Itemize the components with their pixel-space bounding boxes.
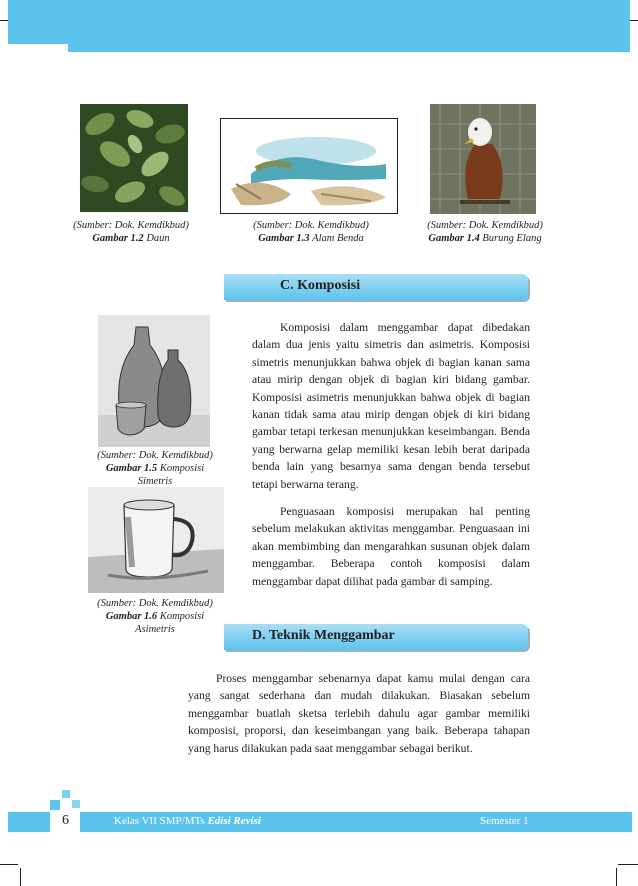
paragraph: Proses menggambar sebenarnya dapat kamu mulai dengan cara yang sangat sederhana dan mudah dilakukan. Biasakan sebelum menggambar buatlah sketsa terlebih dahulu agar gambar memiliki komposisi, proporsi, dan keseimbangan yang baik. Beberapa tahapan yang harus dilakukan pada saat menggambar sebagai berikut. [188,672,530,755]
figure-label: Gambar 1.4 [428,233,480,244]
section-heading: D. Teknik Menggambar [252,628,395,643]
footer-decoration [62,790,70,798]
figure-caption [90,597,220,636]
footer-decoration [8,812,50,832]
figure-source: (Sumber: Dok. Kemdikbud) [97,450,213,461]
footer-book-prefix: Kelas VII SMP/MTs [114,815,208,827]
figure-title: Komposisi Simetris [137,463,205,487]
crop-mark [0,864,18,865]
figure-title: Daun [146,233,170,244]
figure-caption [66,219,196,245]
footer-book-edition: Edisi Revisi [207,815,261,827]
section-heading-bar [224,624,528,650]
figure-source: (Sumber: Dok. Kemdikbud) [253,220,369,231]
figure-title: Burung Elang [482,233,542,244]
figure-title: Alam Benda [312,233,364,244]
figure-caption [236,219,386,245]
figure-label: Gambar 1.3 [258,233,310,244]
footer-decoration [50,800,60,810]
figure-title: Komposisi Asimetris [135,611,205,635]
figure-source: (Sumber: Dok. Kemdikbud) [427,220,543,231]
figure-label: Gambar 1.6 [105,611,158,622]
figure-label: Gambar 1.2 [92,233,144,244]
figure-caption [420,219,550,245]
figure-label: Gambar 1.5 [105,463,158,474]
figure-caption [90,449,220,488]
landscape-painting [220,118,398,214]
header-band [8,0,630,52]
footer-decoration [80,812,88,832]
page-number: 6 [62,813,69,828]
section-heading-bar [224,274,528,300]
figure-source: (Sumber: Dok. Kemdikbud) [73,220,189,231]
paragraph: Komposisi dalam menggambar dapat dibedakan dalam dua jenis yaitu simetris dan asimetris. Komposisi simetris menunjukkan bahwa objek di bagian kanan sama atau mirip dengan objek di bagian kiri bidang gambar. Komposisi asimetris menunjukkan bahwa objek di bagian kanan tidak sama atau mirip dengan objek di kiri bidang gambar tetapi terkesan menunjukkan keseimbangan. Benda yang berwarna gelap memiliki kesan lebih berat daripada benda lain yang besarnya sama dengan benda tersebut tetapi berwarna terang. [252,321,530,491]
figure-source: (Sumber: Dok. Kemdikbud) [97,598,213,609]
crop-mark [20,868,21,886]
crop-mark [618,864,638,865]
footer-book-title [114,815,261,827]
footer-semester: Semester 1 [480,815,529,827]
leaf-photo [80,104,188,212]
section-heading: C. Komposisi [280,278,361,293]
footer-decoration [72,800,80,808]
vases-sketch [98,315,210,447]
eagle-photo [430,104,536,214]
header-band-notch [8,44,68,52]
mug-sketch [88,487,224,593]
crop-mark [616,868,617,886]
paragraph: Penguasaan komposisi merupakan hal penting sebelum melakukan aktivitas menggambar. Penguasaan ini akan membimbing dan mengarahkan susunan objek dalam menggambar. Beberapa contoh komposisi dalam menggambar dapat dilihat pada gambar di samping. [252,505,530,588]
